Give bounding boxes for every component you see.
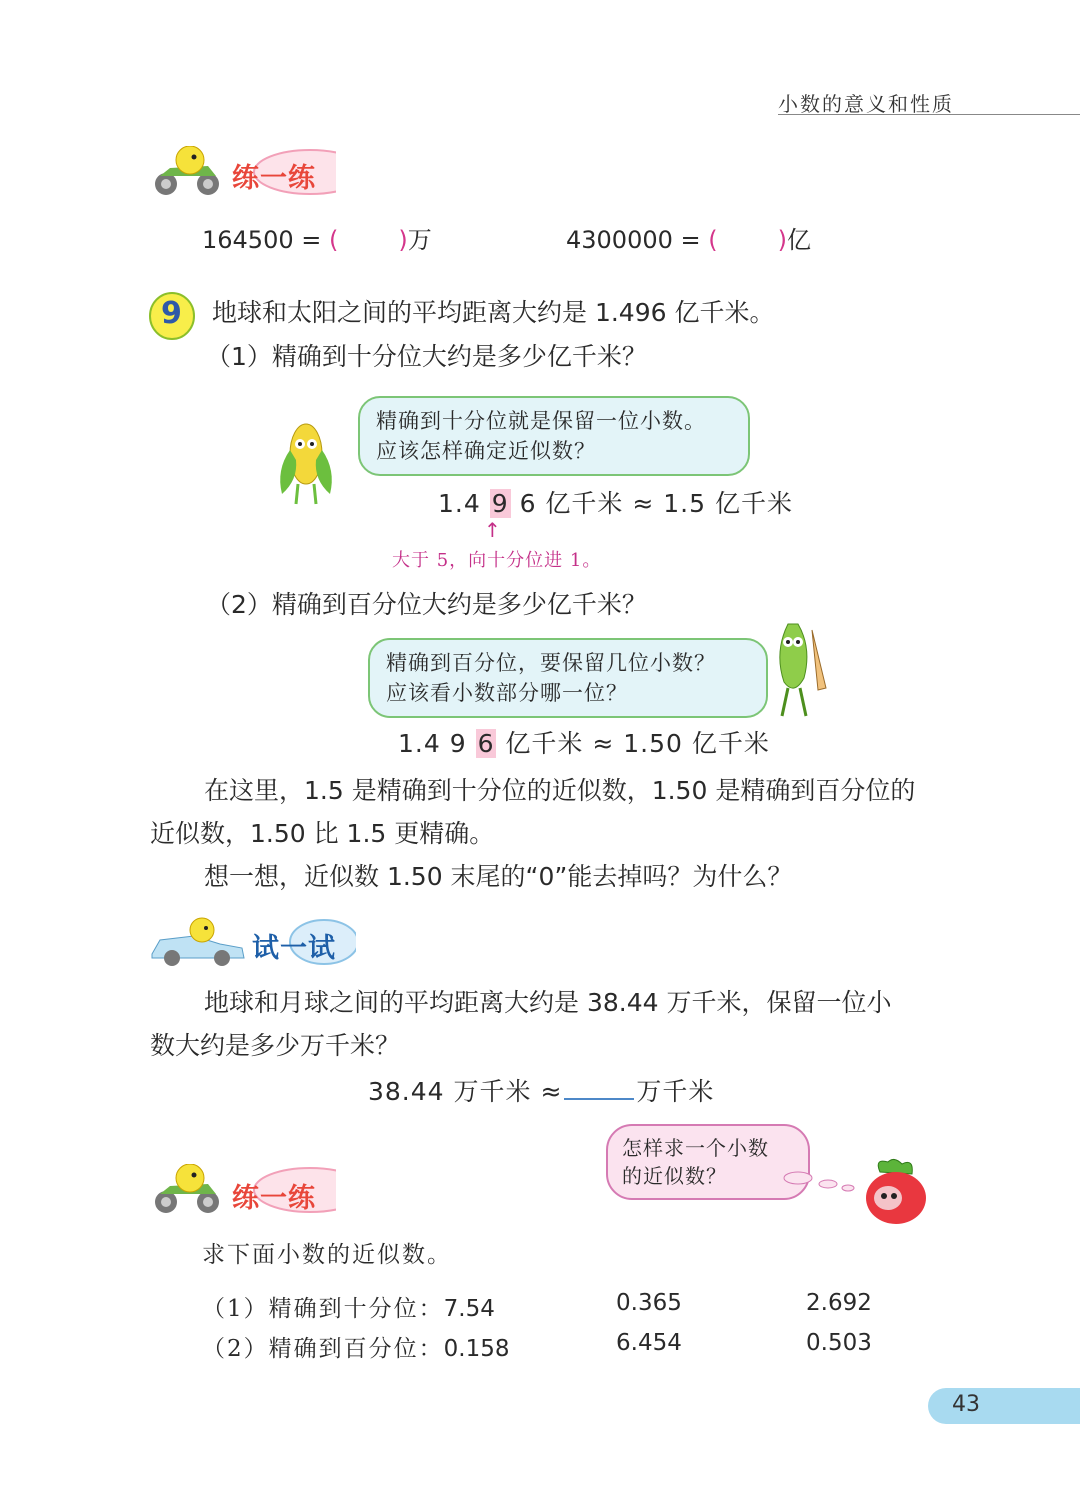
arrow-up-icon: ↑ <box>484 518 501 542</box>
highlight-digit: 9 <box>491 489 509 518</box>
radish-character-icon <box>858 1158 932 1228</box>
exercise-value: 0.365 <box>616 1290 682 1316</box>
practice1-item-1: 164500 = ( )万 <box>202 226 432 254</box>
answer-blank[interactable] <box>564 1098 634 1100</box>
think-question: 想一想，近似数 1.50 末尾的“0”能去掉吗？为什么？ <box>204 862 793 891</box>
highlight-digit: 6 <box>477 729 495 758</box>
try-title: 试一试 <box>252 933 336 964</box>
practice1-item-2: 4300000 = ( )亿 <box>566 226 812 254</box>
thought-bubble: 怎样求一个小数 的近似数？ <box>606 1124 810 1200</box>
thought-dots <box>780 1166 860 1196</box>
page-number-tab <box>928 1388 1080 1424</box>
question-2: （2）精确到百分位大约是多少亿千米？ <box>206 590 647 619</box>
explanation-line-2: 近似数，1.50 比 1.5 更精确。 <box>150 819 495 848</box>
example-intro: 地球和太阳之间的平均距离大约是 1.496 亿千米。 <box>212 298 775 327</box>
try-equation: 38.44 万千米 ≈ 万千米 <box>368 1077 715 1106</box>
equation-2: 1.4 9 6 亿千米 ≈ 1.50 亿千米 <box>398 729 770 758</box>
explanation-line-1: 在这里，1.5 是精确到十分位的近似数，1.50 是精确到百分位的 <box>204 776 916 805</box>
exercise-row: （2）精确到百分位：0.158 <box>202 1336 510 1362</box>
pea-character-icon <box>760 612 832 724</box>
equation-1: 1.4 9 6 亿千米 ≈ 1.5 亿千米 <box>438 489 793 518</box>
try-line-2: 数大约是多少万千米？ <box>150 1031 401 1060</box>
practice-title: 练一练 <box>232 1183 316 1214</box>
exercise-row: （1）精确到十分位：7.54 <box>202 1296 495 1322</box>
question-1: （1）精确到十分位大约是多少亿千米？ <box>206 342 647 371</box>
header-rule <box>778 114 1080 115</box>
rounding-note: 大于 5，向十分位进 1。 <box>392 550 602 571</box>
try-line-1: 地球和月球之间的平均距离大约是 38.44 万千米，保留一位小 <box>204 988 892 1017</box>
exercise-value: 0.503 <box>806 1330 872 1356</box>
instruction: 求下面小数的近似数。 <box>202 1242 452 1268</box>
hint-bubble-1: 精确到十分位就是保留一位小数。 应该怎样确定近似数？ <box>358 396 750 476</box>
page-number: 43 <box>952 1392 980 1417</box>
exercise-value: 2.692 <box>806 1290 872 1316</box>
exercise-value: 6.454 <box>616 1330 682 1356</box>
practice-title: 练一练 <box>232 163 316 194</box>
example-number: 9 <box>161 296 182 331</box>
corn-character-icon <box>272 410 340 506</box>
chapter-title: 小数的意义和性质 <box>778 92 954 116</box>
hint-bubble-2: 精确到百分位，要保留几位小数？ 应该看小数部分哪一位？ <box>368 638 768 718</box>
